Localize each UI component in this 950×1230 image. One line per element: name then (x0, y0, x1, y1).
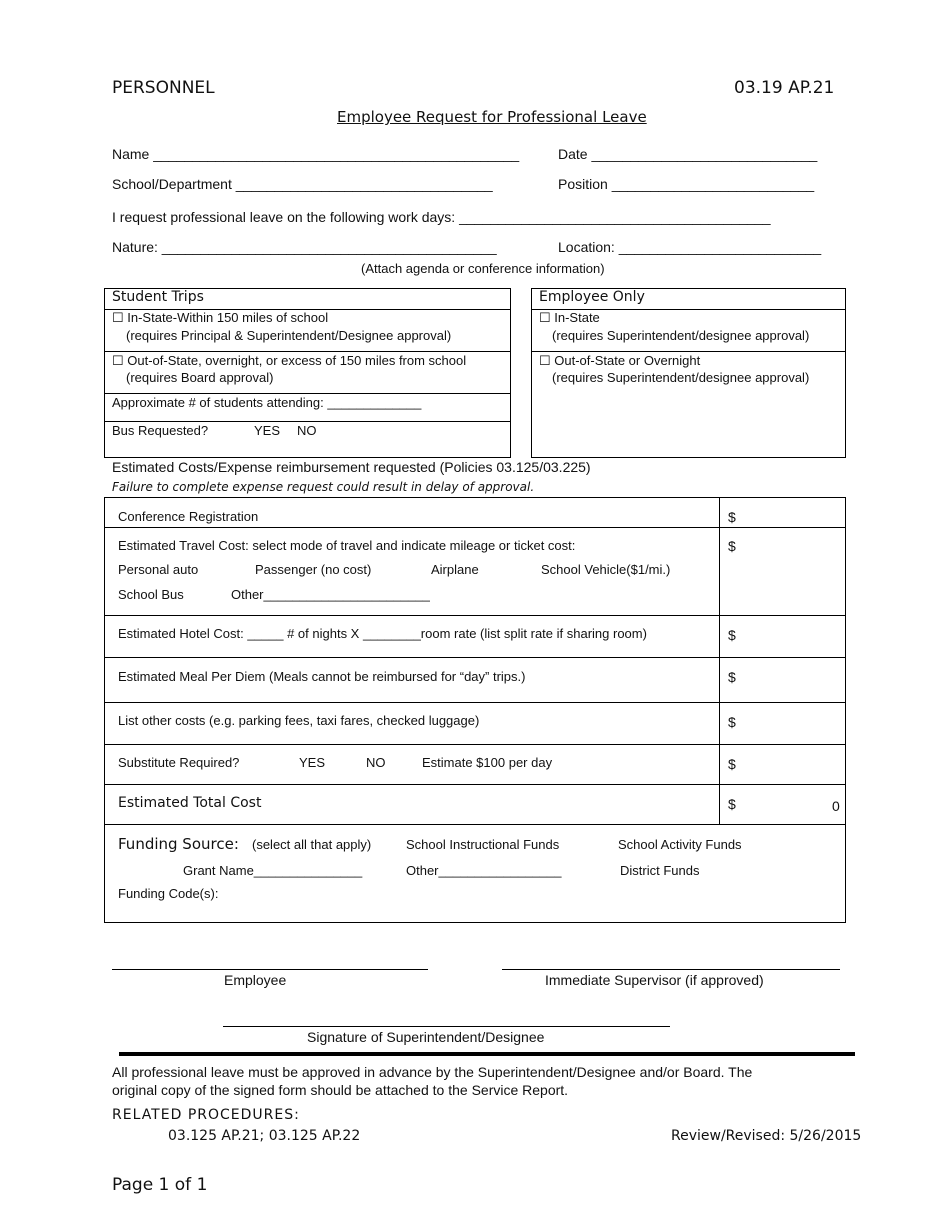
students-attending-field[interactable]: Approximate # of students attending: _____________ (112, 395, 422, 410)
work-days-field[interactable]: I request professional leave on the following work days: ________________________________________ (112, 209, 771, 225)
registration-amount[interactable]: $ (728, 509, 736, 525)
registration-label: Conference Registration (118, 509, 259, 524)
total-cost-currency: $ (728, 796, 736, 812)
substitute-amount[interactable]: $ (728, 756, 736, 772)
costs-table (104, 497, 846, 923)
employee-instate-note: (requires Superintendent/designee approval) (552, 328, 810, 343)
bus-requested-label: Bus Requested? (112, 423, 209, 438)
student-instate-checkbox[interactable]: ☐ In-State-Within 150 miles of school (112, 310, 329, 325)
related-procedures-list: 03.125 AP.21; 03.125 AP.22 (168, 1128, 361, 1144)
school-department-field[interactable]: School/Department _________________________________ (112, 176, 493, 192)
substitute-estimate: Estimate $100 per day (422, 755, 553, 770)
funding-district-option[interactable]: District Funds (620, 863, 700, 878)
hotel-amount[interactable]: $ (728, 627, 736, 643)
travel-amount[interactable]: $ (728, 538, 736, 554)
travel-school-vehicle[interactable]: School Vehicle($1/mi.) (541, 562, 671, 577)
substitute-yes-option[interactable]: YES (299, 755, 326, 770)
related-procedures-heading: RELATED PROCEDURES: (112, 1107, 300, 1123)
employee-outofstate-note: (requires Superintendent/designee approval) (552, 370, 810, 385)
travel-school-bus[interactable]: School Bus (118, 587, 184, 602)
total-cost-value: 0 (832, 798, 840, 814)
approval-note-line2: original copy of the signed form should be attached to the Service Report. (112, 1082, 569, 1098)
bus-yes-option[interactable]: YES (254, 423, 281, 438)
section-title: PERSONNEL (112, 78, 215, 98)
employee-outofstate-checkbox[interactable]: ☐ Out-of-State or Overnight (539, 353, 701, 368)
meal-amount[interactable]: $ (728, 669, 736, 685)
date-field[interactable]: Date _____________________________ (558, 146, 818, 162)
costs-warning: Failure to complete expense request could result in delay of approval. (112, 480, 535, 494)
employee-instate-checkbox[interactable]: ☐ In-State (539, 310, 600, 325)
form-title: Employee Request for Professional Leave (337, 108, 647, 126)
superintendent-signature-line[interactable] (223, 1026, 670, 1027)
bus-no-option[interactable]: NO (297, 423, 317, 438)
substitute-no-option[interactable]: NO (366, 755, 386, 770)
costs-heading: Estimated Costs/Expense reimbursement requested (Policies 03.125/03.225) (112, 459, 591, 475)
employee-signature-label: Employee (224, 972, 287, 988)
footer-divider (119, 1052, 855, 1056)
attach-note: (Attach agenda or conference information) (361, 261, 605, 276)
document-code: 03.19 AP.21 (734, 78, 835, 98)
student-outofstate-checkbox[interactable]: ☐ Out-of-State, overnight, or excess of 150 miles from school (112, 353, 467, 368)
travel-airplane[interactable]: Airplane (431, 562, 479, 577)
travel-label: Estimated Travel Cost: select mode of travel and indicate mileage or ticket cost: (118, 538, 576, 553)
other-costs-amount[interactable]: $ (728, 714, 736, 730)
superintendent-signature-label: Signature of Superintendent/Designee (307, 1029, 545, 1045)
substitute-label: Substitute Required? (118, 755, 240, 770)
funding-activity-option[interactable]: School Activity Funds (618, 837, 742, 852)
meal-label: Estimated Meal Per Diem (Meals cannot be reimbursed for “day” trips.) (118, 669, 526, 684)
page-number: Page 1 of 1 (112, 1175, 208, 1195)
hotel-label[interactable]: Estimated Hotel Cost: _____ # of nights X ________room rate (list split rate if sharing room) (118, 626, 647, 641)
review-revised-date: Review/Revised: 5/26/2015 (671, 1128, 862, 1144)
student-outofstate-note: (requires Board approval) (126, 370, 274, 385)
travel-passenger[interactable]: Passenger (no cost) (255, 562, 372, 577)
approval-note-line1: All professional leave must be approved in advance by the Superintendent/Designee and/or Board. The (112, 1064, 753, 1080)
funding-other-field[interactable]: Other_________________ (406, 863, 562, 878)
funding-source-hint: (select all that apply) (252, 837, 372, 852)
funding-codes-field[interactable]: Funding Code(s): (118, 886, 219, 901)
employee-only-heading: Employee Only (539, 289, 645, 305)
student-trips-heading: Student Trips (112, 289, 204, 305)
funding-instructional-option[interactable]: School Instructional Funds (406, 837, 560, 852)
position-field[interactable]: Position __________________________ (558, 176, 815, 192)
supervisor-signature-label: Immediate Supervisor (if approved) (545, 972, 764, 988)
location-field[interactable]: Location: __________________________ (558, 239, 822, 255)
funding-source-label: Funding Source: (118, 835, 239, 853)
travel-personal-auto[interactable]: Personal auto (118, 562, 199, 577)
other-costs-label: List other costs (e.g. parking fees, taxi fares, checked luggage) (118, 713, 480, 728)
nature-field[interactable]: Nature: ___________________________________________ (112, 239, 497, 255)
student-instate-note: (requires Principal & Superintendent/Designee approval) (126, 328, 452, 343)
funding-grant-field[interactable]: Grant Name_______________ (183, 863, 363, 878)
travel-other[interactable]: Other_______________________ (231, 587, 430, 602)
employee-signature-line[interactable] (112, 969, 428, 970)
name-field[interactable]: Name _______________________________________________ (112, 146, 520, 162)
total-cost-label: Estimated Total Cost (118, 795, 262, 811)
supervisor-signature-line[interactable] (502, 969, 840, 970)
